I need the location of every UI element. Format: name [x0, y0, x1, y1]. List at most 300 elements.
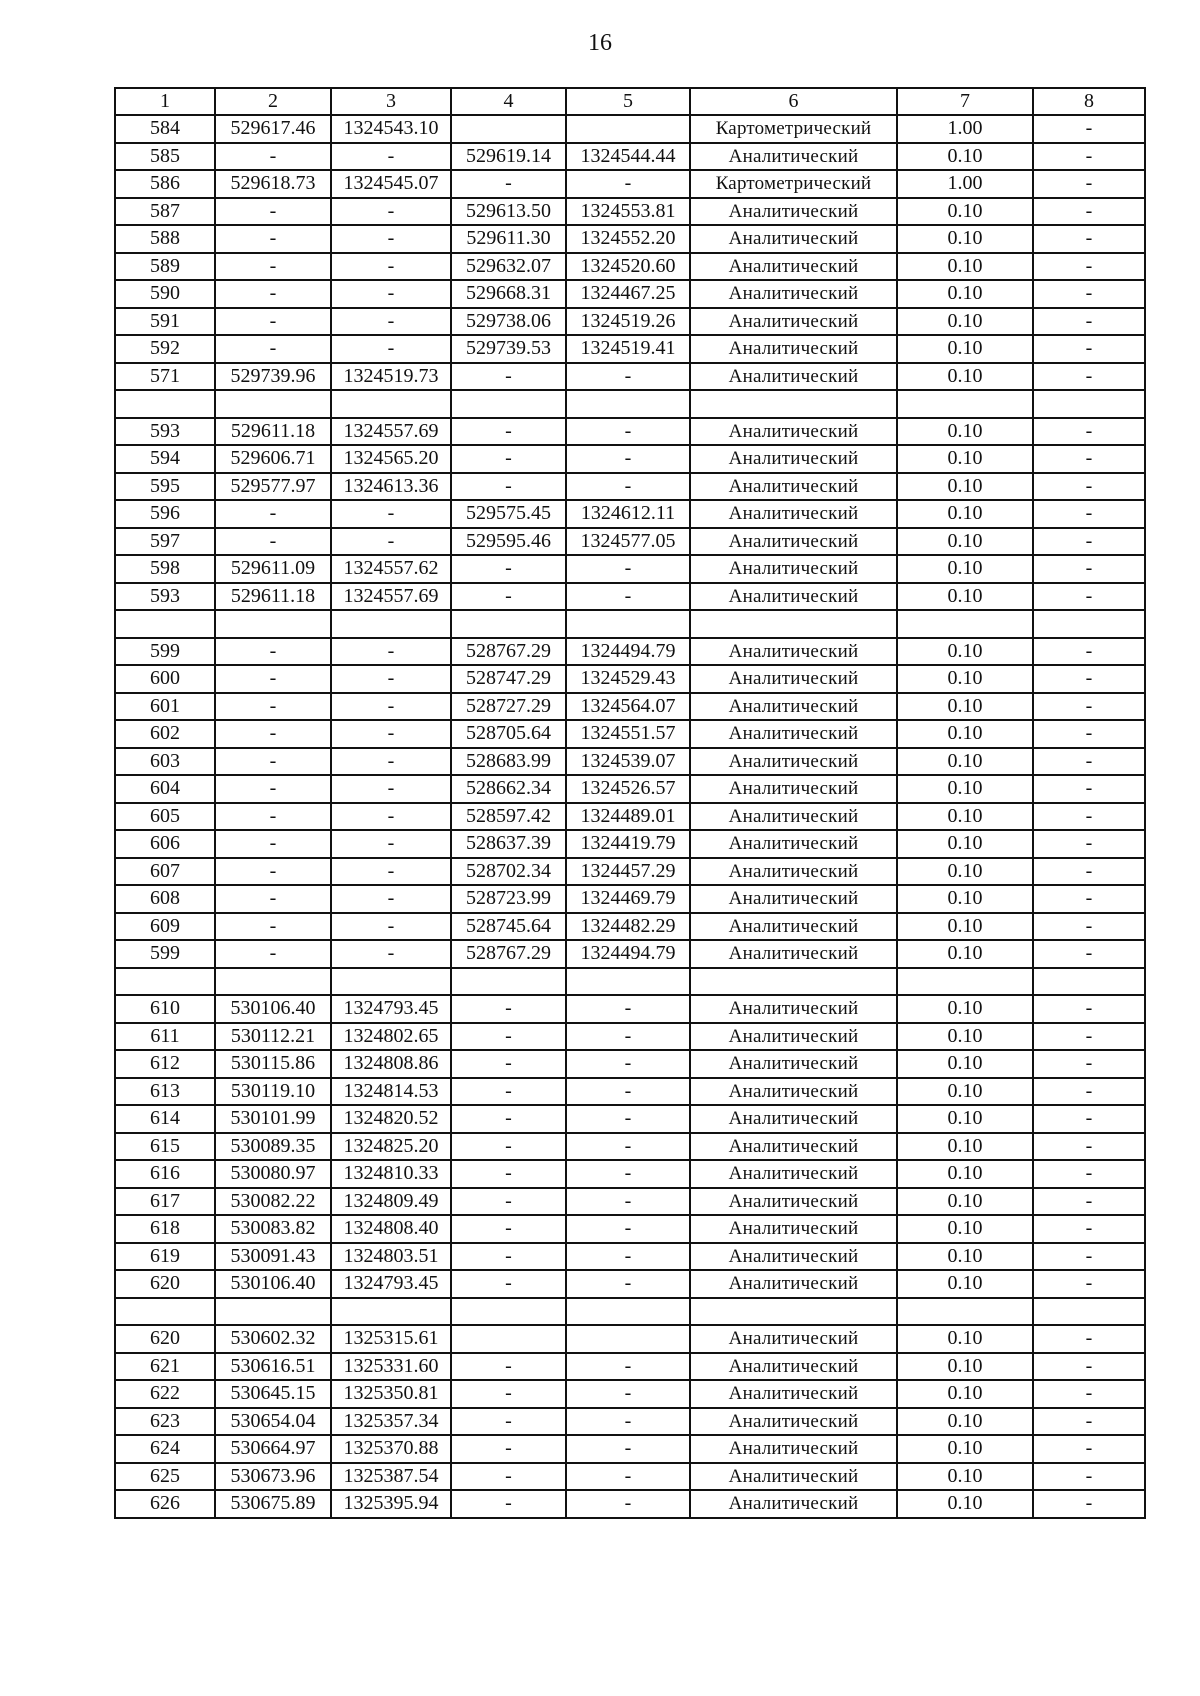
table-cell: - — [566, 473, 690, 501]
table-cell: 0.10 — [897, 308, 1033, 336]
table-cell: 0.10 — [897, 143, 1033, 171]
table-cell — [566, 1325, 690, 1353]
table-cell — [451, 115, 566, 143]
table-cell: 528723.99 — [451, 885, 566, 913]
table-cell: - — [331, 225, 451, 253]
separator-row — [115, 1298, 1145, 1326]
table-cell: 1324457.29 — [566, 858, 690, 886]
column-header-2: 2 — [215, 88, 331, 115]
table-cell: - — [1033, 1270, 1145, 1298]
table-row — [115, 638, 1145, 666]
table-cell: - — [215, 720, 331, 748]
table-cell: - — [451, 170, 566, 198]
table-cell: - — [1033, 1463, 1145, 1491]
table-cell: 0.10 — [897, 1160, 1033, 1188]
table-cell: 1324613.36 — [331, 473, 451, 501]
table-cell: 599 — [115, 638, 215, 666]
table-cell: - — [331, 775, 451, 803]
table-cell: - — [215, 803, 331, 831]
table-cell: 0.10 — [897, 1353, 1033, 1381]
table-cell: 626 — [115, 1490, 215, 1518]
table-cell: - — [1033, 500, 1145, 528]
table-cell: Аналитический — [690, 858, 897, 886]
table-cell: - — [215, 143, 331, 171]
table-cell: - — [451, 1188, 566, 1216]
table-cell — [451, 1298, 566, 1326]
table-cell: 0.10 — [897, 335, 1033, 363]
table-cell: Аналитический — [690, 1215, 897, 1243]
table-cell — [451, 610, 566, 638]
table-cell: 529668.31 — [451, 280, 566, 308]
table-cell — [690, 968, 897, 996]
table-cell: 602 — [115, 720, 215, 748]
table-cell: Аналитический — [690, 913, 897, 941]
table-cell: 1324557.62 — [331, 555, 451, 583]
table-cell — [566, 968, 690, 996]
column-header-4: 4 — [451, 88, 566, 115]
table-cell: 0.10 — [897, 1435, 1033, 1463]
table-cell — [897, 1298, 1033, 1326]
table-row — [115, 500, 1145, 528]
table-cell: 604 — [115, 775, 215, 803]
table-cell: Аналитический — [690, 1023, 897, 1051]
table-cell: - — [215, 528, 331, 556]
table-cell: 620 — [115, 1270, 215, 1298]
header-row — [115, 88, 1145, 115]
table-cell: - — [566, 1463, 690, 1491]
table-cell: 530106.40 — [215, 995, 331, 1023]
table-cell: Аналитический — [690, 225, 897, 253]
table-cell: - — [215, 638, 331, 666]
table-cell: 584 — [115, 115, 215, 143]
table-cell: 530119.10 — [215, 1078, 331, 1106]
table-cell: 528747.29 — [451, 665, 566, 693]
table-cell: - — [451, 583, 566, 611]
table-cell: - — [451, 1380, 566, 1408]
table-cell: 530101.99 — [215, 1105, 331, 1133]
separator-row — [115, 390, 1145, 418]
table-cell: - — [566, 1435, 690, 1463]
table-cell: - — [331, 198, 451, 226]
table-cell — [451, 1325, 566, 1353]
table-cell: 0.10 — [897, 363, 1033, 391]
table-cell: 592 — [115, 335, 215, 363]
table-cell: 530082.22 — [215, 1188, 331, 1216]
table-cell: - — [331, 913, 451, 941]
table-cell: 528702.34 — [451, 858, 566, 886]
table-cell: Аналитический — [690, 1078, 897, 1106]
table-cell: Аналитический — [690, 1270, 897, 1298]
table-cell: 528727.29 — [451, 693, 566, 721]
table-row — [115, 555, 1145, 583]
table-cell: - — [215, 858, 331, 886]
table-cell: 1324482.29 — [566, 913, 690, 941]
table-cell: Аналитический — [690, 335, 897, 363]
table-cell: Аналитический — [690, 803, 897, 831]
table-cell: Аналитический — [690, 748, 897, 776]
table-cell: - — [1033, 528, 1145, 556]
table-cell: - — [1033, 830, 1145, 858]
table-cell — [215, 390, 331, 418]
table-cell: 624 — [115, 1435, 215, 1463]
table-cell: 0.10 — [897, 1078, 1033, 1106]
table-cell — [215, 1298, 331, 1326]
table-cell: 528662.34 — [451, 775, 566, 803]
table-cell: - — [1033, 693, 1145, 721]
table-row — [115, 1078, 1145, 1106]
table-cell: Аналитический — [690, 1408, 897, 1436]
table-cell: 1324612.11 — [566, 500, 690, 528]
table-cell: Аналитический — [690, 555, 897, 583]
table-cell: 613 — [115, 1078, 215, 1106]
table-cell: - — [215, 693, 331, 721]
table-cell: - — [451, 1490, 566, 1518]
table-row — [115, 1380, 1145, 1408]
table-cell: 598 — [115, 555, 215, 583]
table-cell: - — [215, 775, 331, 803]
table-cell: - — [451, 1243, 566, 1271]
table-cell: - — [451, 473, 566, 501]
table-cell: - — [1033, 418, 1145, 446]
table-cell: - — [1033, 225, 1145, 253]
table-cell — [690, 610, 897, 638]
table-cell: - — [331, 335, 451, 363]
table-cell: 530115.86 — [215, 1050, 331, 1078]
table-cell: - — [215, 280, 331, 308]
table-row — [115, 170, 1145, 198]
table-cell: 1324529.43 — [566, 665, 690, 693]
table-cell: 530083.82 — [215, 1215, 331, 1243]
table-row — [115, 225, 1145, 253]
table-cell: 529738.06 — [451, 308, 566, 336]
table-cell: - — [566, 995, 690, 1023]
table-cell: - — [331, 143, 451, 171]
table-row — [115, 1270, 1145, 1298]
table-cell: - — [1033, 1435, 1145, 1463]
table-cell: 0.10 — [897, 940, 1033, 968]
table-row — [115, 583, 1145, 611]
table-row — [115, 720, 1145, 748]
table-cell: 603 — [115, 748, 215, 776]
table-cell — [1033, 1298, 1145, 1326]
table-row — [115, 1408, 1145, 1436]
table-cell: - — [451, 1078, 566, 1106]
table-cell: Аналитический — [690, 1490, 897, 1518]
table-cell: 1324803.51 — [331, 1243, 451, 1271]
table-row — [115, 1215, 1145, 1243]
table-row — [115, 1050, 1145, 1078]
table-row — [115, 885, 1145, 913]
table-cell: 597 — [115, 528, 215, 556]
table-cell: 0.10 — [897, 775, 1033, 803]
table-cell: 530080.97 — [215, 1160, 331, 1188]
table-cell: - — [566, 1353, 690, 1381]
table-cell — [690, 1298, 897, 1326]
table-row — [115, 198, 1145, 226]
table-cell: - — [451, 1023, 566, 1051]
table-cell: - — [566, 1215, 690, 1243]
table-cell: 0.10 — [897, 1243, 1033, 1271]
table-cell: - — [1033, 1023, 1145, 1051]
table-cell: - — [331, 885, 451, 913]
table-cell: 0.10 — [897, 1050, 1033, 1078]
table-cell: 0.10 — [897, 225, 1033, 253]
table-cell: 530645.15 — [215, 1380, 331, 1408]
table-cell: Аналитический — [690, 720, 897, 748]
table-cell: 1324469.79 — [566, 885, 690, 913]
table-cell: 0.10 — [897, 473, 1033, 501]
table-cell: - — [451, 1160, 566, 1188]
table-cell: - — [566, 363, 690, 391]
table-cell: Аналитический — [690, 1353, 897, 1381]
table-cell: 0.10 — [897, 1463, 1033, 1491]
table-row — [115, 1105, 1145, 1133]
table-cell: 529606.71 — [215, 445, 331, 473]
table-cell: Аналитический — [690, 638, 897, 666]
table-cell: Аналитический — [690, 528, 897, 556]
table-cell: 1324808.86 — [331, 1050, 451, 1078]
table-cell: - — [215, 748, 331, 776]
table-cell: 0.10 — [897, 803, 1033, 831]
table-cell: - — [1033, 1325, 1145, 1353]
table-cell: - — [451, 1105, 566, 1133]
table-cell: 530091.43 — [215, 1243, 331, 1271]
table-cell: 530673.96 — [215, 1463, 331, 1491]
table-cell: - — [215, 830, 331, 858]
table-cell: 529618.73 — [215, 170, 331, 198]
table-cell: 1325315.61 — [331, 1325, 451, 1353]
table-cell: - — [1033, 1353, 1145, 1381]
table-cell: Аналитический — [690, 693, 897, 721]
table-cell: - — [331, 253, 451, 281]
table-cell: - — [1033, 1188, 1145, 1216]
table-row — [115, 253, 1145, 281]
table-cell: 622 — [115, 1380, 215, 1408]
table-cell: Аналитический — [690, 1050, 897, 1078]
table-cell: - — [331, 803, 451, 831]
table-cell: - — [566, 583, 690, 611]
table-cell: 530654.04 — [215, 1408, 331, 1436]
table-cell: 1324545.07 — [331, 170, 451, 198]
table-cell: 0.10 — [897, 555, 1033, 583]
table-row — [115, 280, 1145, 308]
table-cell: - — [215, 913, 331, 941]
table-cell: 530675.89 — [215, 1490, 331, 1518]
table-cell: 529611.18 — [215, 583, 331, 611]
table-cell: 0.10 — [897, 885, 1033, 913]
table-row — [115, 308, 1145, 336]
table-cell: 612 — [115, 1050, 215, 1078]
table-cell: 614 — [115, 1105, 215, 1133]
table-cell: Аналитический — [690, 830, 897, 858]
table-cell — [566, 610, 690, 638]
table-cell: - — [451, 1270, 566, 1298]
table-cell: 585 — [115, 143, 215, 171]
column-header-1: 1 — [115, 88, 215, 115]
table-cell — [897, 968, 1033, 996]
table-cell: - — [566, 1050, 690, 1078]
table-cell: - — [566, 1160, 690, 1188]
table-cell — [115, 610, 215, 638]
table-cell — [897, 390, 1033, 418]
table-cell: Аналитический — [690, 308, 897, 336]
table-cell: - — [566, 1105, 690, 1133]
table-cell — [566, 390, 690, 418]
table-cell: 529611.18 — [215, 418, 331, 446]
table-cell: - — [1033, 720, 1145, 748]
table-row — [115, 803, 1145, 831]
table-cell: - — [1033, 748, 1145, 776]
table-cell: Аналитический — [690, 775, 897, 803]
table-row — [115, 775, 1145, 803]
table-cell: - — [566, 1243, 690, 1271]
table-cell: 620 — [115, 1325, 215, 1353]
table-cell: 1324419.79 — [566, 830, 690, 858]
table-cell: 530112.21 — [215, 1023, 331, 1051]
table-cell: - — [1033, 1133, 1145, 1161]
coordinates-table — [114, 87, 1146, 1519]
table-row — [115, 1023, 1145, 1051]
table-cell: - — [451, 1463, 566, 1491]
table-cell: 530664.97 — [215, 1435, 331, 1463]
table-cell: - — [1033, 280, 1145, 308]
table-cell: 595 — [115, 473, 215, 501]
table-cell: 1324467.25 — [566, 280, 690, 308]
column-header-5: 5 — [566, 88, 690, 115]
table-row — [115, 1188, 1145, 1216]
table-cell: 601 — [115, 693, 215, 721]
table-cell: 1324802.65 — [331, 1023, 451, 1051]
table-cell: 0.10 — [897, 1270, 1033, 1298]
table-cell: - — [1033, 885, 1145, 913]
table-cell: 610 — [115, 995, 215, 1023]
table-cell: 528767.29 — [451, 638, 566, 666]
table-cell — [215, 610, 331, 638]
table-cell: - — [331, 748, 451, 776]
table-cell: 0.10 — [897, 913, 1033, 941]
table-cell: 0.10 — [897, 418, 1033, 446]
table-cell: 0.10 — [897, 1325, 1033, 1353]
table-cell: 529619.14 — [451, 143, 566, 171]
table-cell: 611 — [115, 1023, 215, 1051]
separator-row — [115, 610, 1145, 638]
table-cell: - — [451, 1050, 566, 1078]
table-cell: 617 — [115, 1188, 215, 1216]
table-cell: 1324557.69 — [331, 418, 451, 446]
table-row — [115, 473, 1145, 501]
table-cell: 593 — [115, 583, 215, 611]
table-cell: 1324564.07 — [566, 693, 690, 721]
table-row — [115, 335, 1145, 363]
table-cell: Аналитический — [690, 1243, 897, 1271]
table-cell: - — [331, 308, 451, 336]
table-cell: - — [1033, 1050, 1145, 1078]
table-row — [115, 858, 1145, 886]
table-cell — [897, 610, 1033, 638]
table-cell: 528683.99 — [451, 748, 566, 776]
table-cell: 591 — [115, 308, 215, 336]
table-cell: - — [1033, 1078, 1145, 1106]
table-cell: Аналитический — [690, 253, 897, 281]
table-cell: 608 — [115, 885, 215, 913]
table-cell: - — [1033, 308, 1145, 336]
table-cell: - — [566, 1023, 690, 1051]
table-row — [115, 1133, 1145, 1161]
table-body — [115, 115, 1145, 1518]
table-cell: - — [1033, 1215, 1145, 1243]
table-cell: 0.10 — [897, 528, 1033, 556]
table-cell: 600 — [115, 665, 215, 693]
table-cell: - — [215, 225, 331, 253]
column-header-8: 8 — [1033, 88, 1145, 115]
table-cell: - — [566, 1490, 690, 1518]
table-row — [115, 940, 1145, 968]
table-cell: - — [1033, 803, 1145, 831]
table-cell — [1033, 390, 1145, 418]
table-cell — [115, 390, 215, 418]
table-cell: - — [1033, 115, 1145, 143]
table-row — [115, 830, 1145, 858]
table-cell: Аналитический — [690, 473, 897, 501]
table-cell: 1324793.45 — [331, 1270, 451, 1298]
table-cell — [1033, 610, 1145, 638]
table-cell: 0.10 — [897, 748, 1033, 776]
table-cell: Аналитический — [690, 1463, 897, 1491]
table-cell: 609 — [115, 913, 215, 941]
table-cell: - — [451, 995, 566, 1023]
table-cell: - — [451, 1435, 566, 1463]
table-cell: - — [331, 500, 451, 528]
table-cell: 1324565.20 — [331, 445, 451, 473]
table-cell: 593 — [115, 418, 215, 446]
table-row — [115, 693, 1145, 721]
table-cell: 1324551.57 — [566, 720, 690, 748]
table-cell: 1324539.07 — [566, 748, 690, 776]
table-cell: - — [331, 940, 451, 968]
table-cell: - — [1033, 335, 1145, 363]
table-cell: - — [215, 308, 331, 336]
table-cell: 529611.09 — [215, 555, 331, 583]
table-cell: - — [566, 445, 690, 473]
table-cell: 619 — [115, 1243, 215, 1271]
table-cell: 0.10 — [897, 1215, 1033, 1243]
table-cell — [115, 968, 215, 996]
table-row — [115, 445, 1145, 473]
table-cell: 528767.29 — [451, 940, 566, 968]
table-cell: 528745.64 — [451, 913, 566, 941]
table-cell: - — [331, 720, 451, 748]
table-cell — [215, 968, 331, 996]
table-cell: - — [215, 885, 331, 913]
column-header-6: 6 — [690, 88, 897, 115]
table-cell: 616 — [115, 1160, 215, 1188]
table-cell: 588 — [115, 225, 215, 253]
table-cell: Аналитический — [690, 1133, 897, 1161]
table-cell: 586 — [115, 170, 215, 198]
table-cell — [451, 390, 566, 418]
table-cell: Аналитический — [690, 940, 897, 968]
table-cell: 0.10 — [897, 583, 1033, 611]
table-cell: Аналитический — [690, 583, 897, 611]
table-cell: 0.10 — [897, 638, 1033, 666]
table-cell: Аналитический — [690, 1105, 897, 1133]
table-cell: - — [215, 253, 331, 281]
table-cell: - — [1033, 638, 1145, 666]
table-cell: - — [566, 555, 690, 583]
table-cell: Аналитический — [690, 1188, 897, 1216]
table-cell: 1324809.49 — [331, 1188, 451, 1216]
table-cell: - — [566, 1188, 690, 1216]
